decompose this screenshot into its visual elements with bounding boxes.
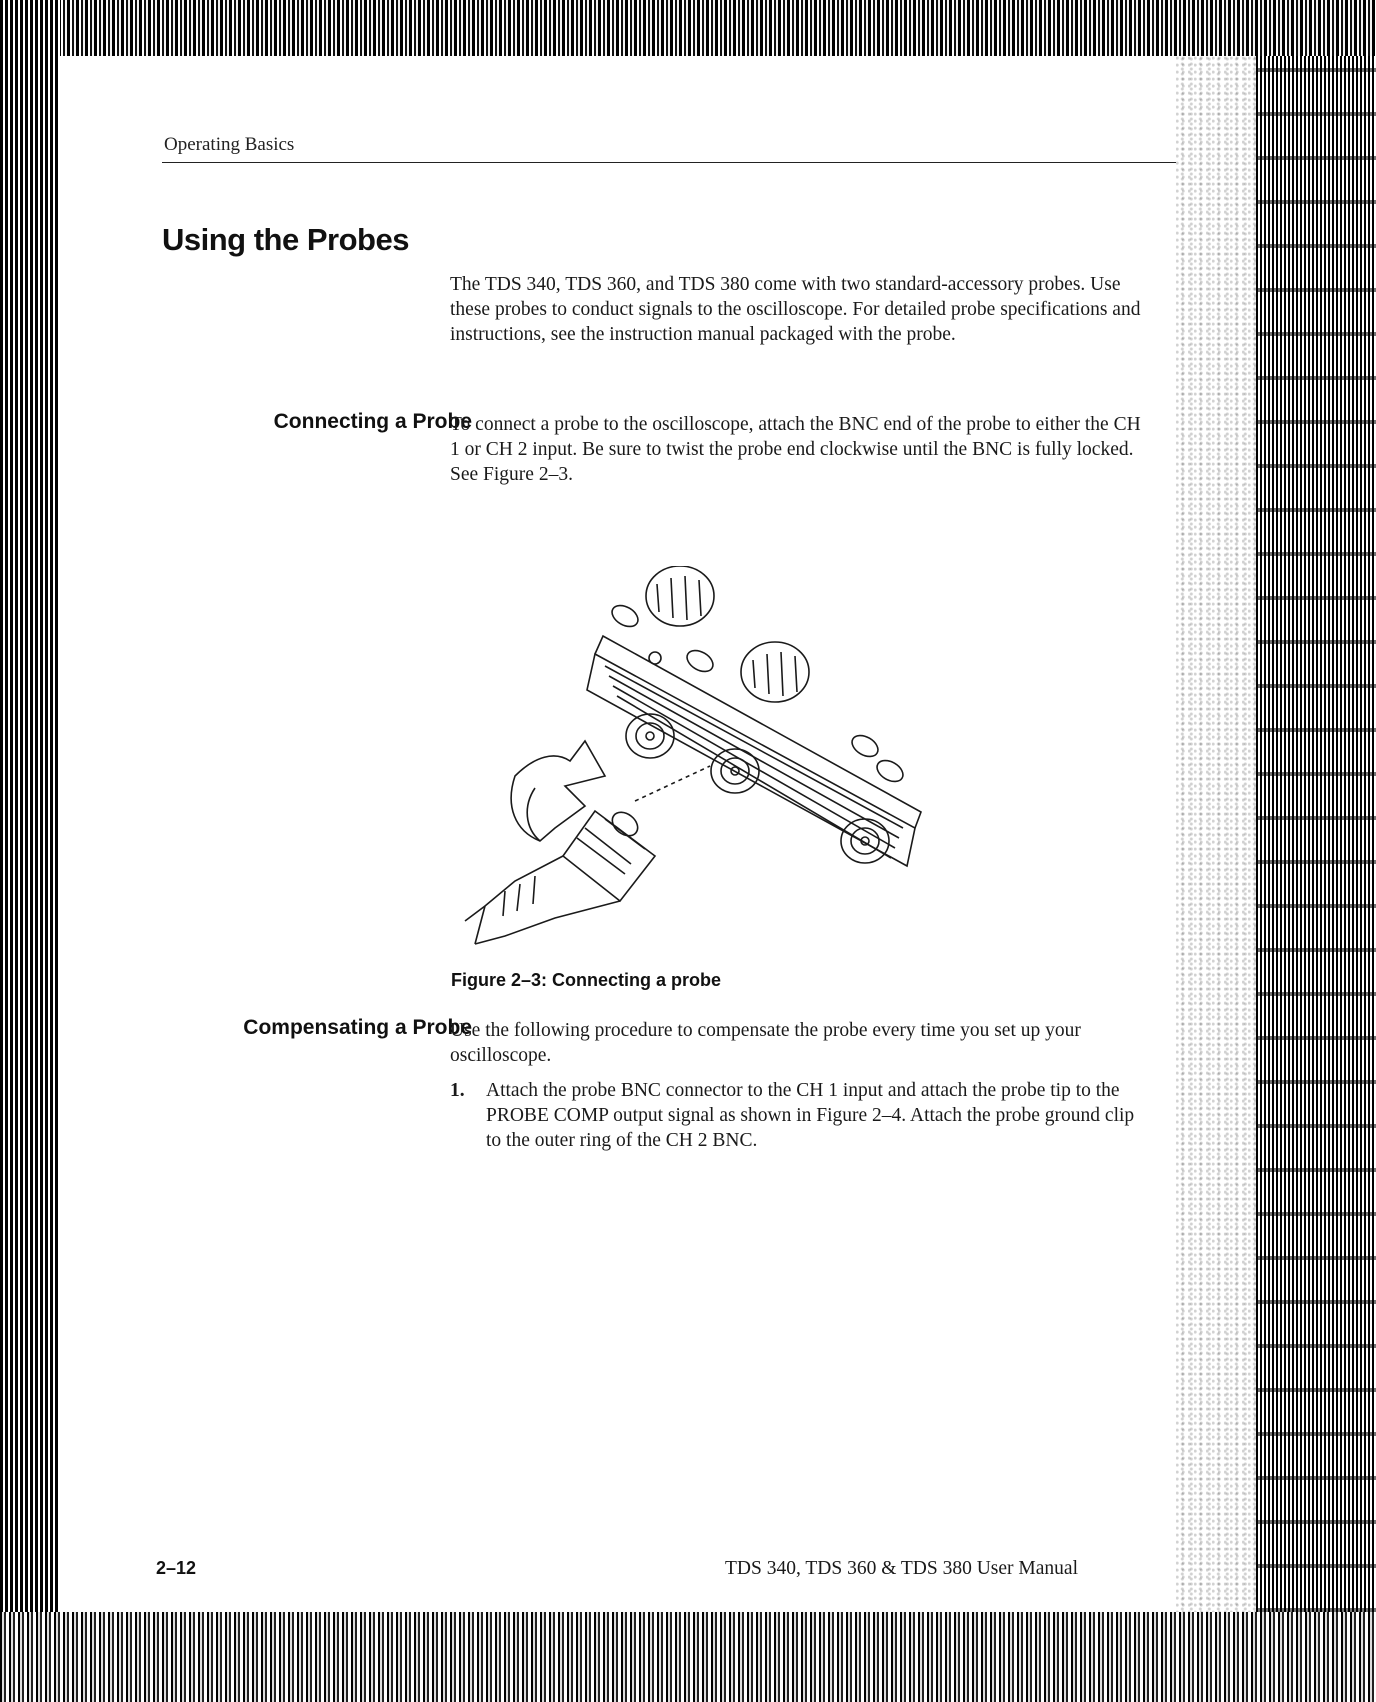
knob-2	[741, 642, 809, 702]
probe-head	[465, 808, 655, 944]
document-page	[60, 56, 1141, 1612]
scan-right-noise	[1176, 56, 1256, 1612]
bnc-connector-ch1	[626, 714, 674, 758]
header-rule	[162, 162, 1176, 163]
alignment-line	[635, 766, 710, 801]
scan-right-edge	[1256, 56, 1376, 1612]
scan-top-edge	[0, 0, 1376, 56]
scan-left-edge	[0, 0, 60, 1702]
step-text: Attach the probe BNC connector to the CH 1 input and attach the probe tip to the PROBE COMP output signal as shown in Figure 2–4. Attach the probe ground clip to the outer ring of the CH 2 BNC.	[486, 1080, 1135, 1151]
figure-caption: Figure 2–3: Connecting a probe	[451, 970, 722, 990]
step-number: 1.	[450, 1080, 465, 1101]
running-header: Operating Basics	[164, 134, 295, 155]
knob-1	[646, 566, 714, 626]
manual-title-footer: TDS 340, TDS 360 & TDS 380 User Manual	[725, 1558, 1078, 1579]
intro-paragraph: The TDS 340, TDS 360, and TDS 380 come with two standard-accessory probes. Use these probes to conduct signals to the oscilloscope. For detailed probe specifications and instructions, see the instruction manual packaged with the probe.	[450, 274, 1141, 345]
page-number: 2–12	[156, 1558, 197, 1578]
connecting-probe-figure	[445, 566, 935, 946]
connecting-probe-paragraph: To connect a probe to the oscilloscope, attach the BNC end of the probe to either the CH 1 or CH 2 input. Be sure to twist the probe end clockwise until the BNC is fully locked. See Figure 2–3.	[450, 414, 1141, 485]
scan-bottom-edge	[0, 1612, 1376, 1702]
compensating-probe-paragraph: Use the following procedure to compensate the probe every time you set up your oscilloscope.	[450, 1020, 1081, 1066]
connecting-probe-heading: Connecting a Probe	[273, 410, 472, 433]
compensating-probe-heading: Compensating a Probe	[243, 1016, 472, 1039]
twist-arrow	[511, 741, 605, 841]
section-title: Using the Probes	[162, 222, 409, 257]
